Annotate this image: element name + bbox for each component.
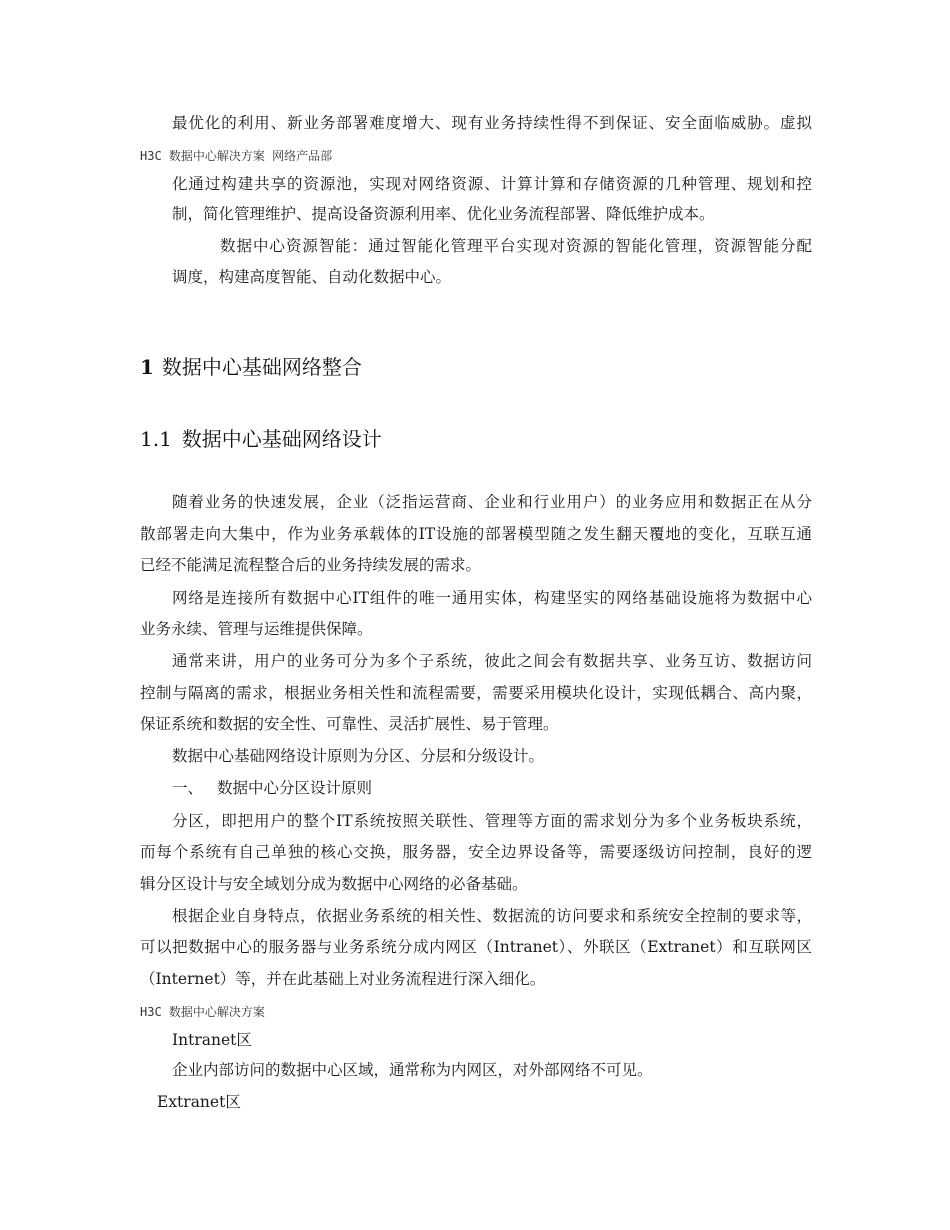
smart-paragraph-line-1: 数据中心资源智能：通过智能化管理平台实现对资源的智能化管理，资源智能分配 [220, 237, 812, 255]
page-header-note-2: H3C 数据中心解决方案 [140, 1005, 265, 1019]
list-item-1 [172, 777, 812, 799]
para5-line-3: 辑分区设计与安全域划分成为数据中心网络的必备基础。 [140, 875, 528, 893]
para2-line-1: 网络是连接所有数据中心IT组件的唯一通用实体，构建坚实的网络基础设施将为数据中心 [172, 589, 812, 607]
page-header-note: H3C 数据中心解决方案 网络产品部 [140, 149, 333, 163]
section-heading-1-1 [140, 425, 382, 453]
section-title: 数据中心基础网络整合 [161, 355, 362, 379]
intranet-description: 企业内部访问的数据中心区域，通常称为内网区，对外部网络不可见。 [172, 1061, 653, 1079]
list-marker: 一、 [172, 779, 204, 797]
para6-line-1: 根据企业自身特点，依据业务系统的相关性、数据流的访问要求和系统安全控制的要求等， [172, 907, 812, 925]
para2-line-2: 业务永续、管理与运维提供保障。 [140, 620, 373, 638]
smart-paragraph-line-2: 调度，构建高度智能、自动化数据中心。 [172, 268, 452, 286]
top-paragraph-line-1: 最优化的利用、新业务部署难度增大、现有业务持续性得不到保证、安全面临威胁。虚拟 [172, 114, 812, 132]
extranet-heading: Extranet区 [157, 1093, 241, 1111]
para1-line-2: 散部署走向大集中，作为业务承载体的IT设施的部署模型随之发生翻天覆地的变化，互联互通 [140, 525, 812, 543]
intranet-heading: Intranet区 [172, 1031, 252, 1049]
para1-line-1: 随着业务的快速发展，企业（泛指运营商、企业和行业用户）的业务应用和数据正在从分 [172, 493, 812, 511]
para5-line-2: 而每个系统有自己单独的核心交换，服务器，安全边界设备等，需要逐级访问控制，良好的逻 [140, 843, 812, 861]
subsection-number: 1.1 [140, 427, 172, 451]
para1-line-3: 已经不能满足流程整合后的业务持续发展的需求。 [140, 556, 482, 574]
para6-line-3: （Internet）等，并在此基础上对业务流程进行深入细化。 [140, 970, 546, 988]
top-paragraph-line-2: 化通过构建共享的资源池，实现对网络资源、计算计算和存储资源的几种管理、规划和控 [172, 175, 812, 193]
top-paragraph-line-3: 制，简化管理维护、提高设备资源利用率、优化业务流程部署、降低维护成本。 [172, 205, 715, 223]
para5-line-1: 分区，即把用户的整个IT系统按照关联性、管理等方面的需求划分为多个业务板块系统， [172, 812, 812, 830]
para3-line-1: 通常来讲，用户的业务可分为多个子系统，彼此之间会有数据共享、业务互访、数据访问 [172, 652, 812, 670]
section-number: 1 [140, 355, 154, 379]
list-text: 数据中心分区设计原则 [217, 779, 373, 797]
para4: 数据中心基础网络设计原则为分区、分层和分级设计。 [172, 747, 545, 765]
para6-line-2: 可以把数据中心的服务器与业务系统分成内网区（Intranet）、外联区（Extranet）和互联网区 [140, 938, 812, 956]
para3-line-3: 保证系统和数据的安全性、可靠性、灵活扩展性、易于管理。 [140, 715, 559, 733]
para3-line-2: 控制与隔离的需求，根据业务相关性和流程需要，需要采用模块化设计，实现低耦合、高内聚， [140, 684, 812, 702]
section-heading-1 [140, 353, 362, 381]
subsection-title: 数据中心基础网络设计 [181, 427, 382, 451]
